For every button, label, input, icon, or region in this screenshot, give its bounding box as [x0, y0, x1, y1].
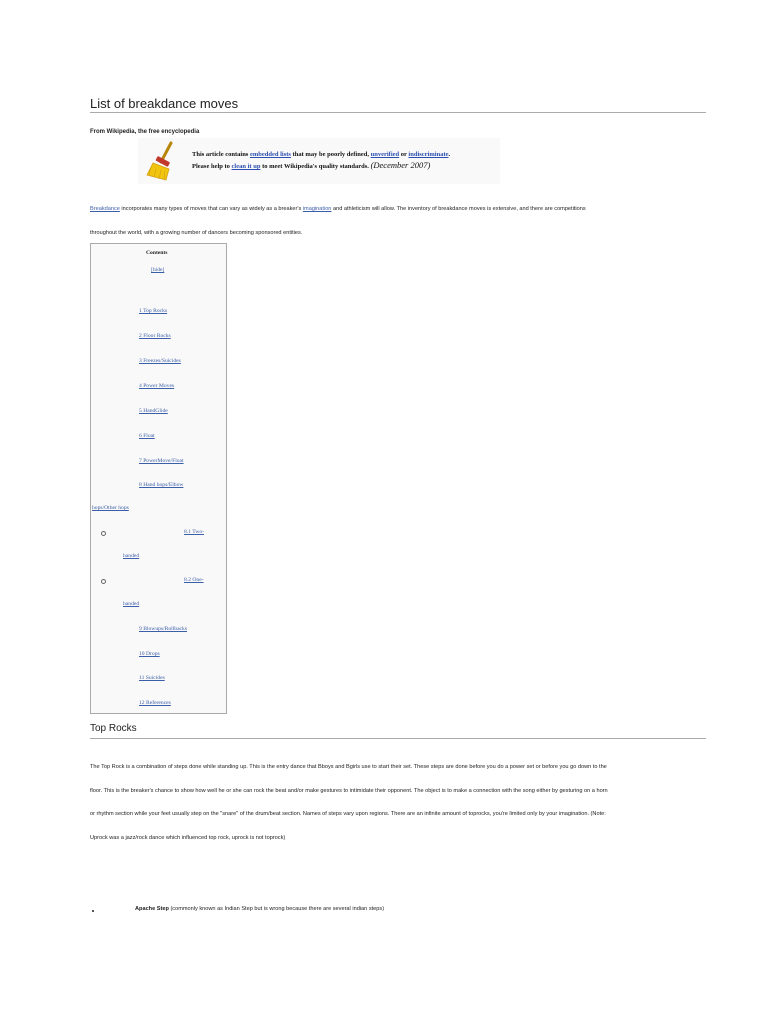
toc-item-blowups[interactable]: 9 Blowups/Rollbacks	[139, 626, 188, 632]
notice-date: (December 2007)	[370, 160, 431, 170]
toc-hide-link[interactable]: [hide]	[151, 267, 165, 273]
clean-it-up-link[interactable]: clean it up	[231, 163, 261, 170]
cleanup-message	[192, 150, 450, 172]
toc-item-two-handed-cont[interactable]: handed	[123, 553, 140, 559]
section-divider	[90, 738, 706, 739]
notice-text: .	[448, 151, 451, 158]
cleanup-line-2	[192, 160, 450, 172]
list-item-term: Apache Step	[135, 906, 169, 912]
list-item-description: (commonly known as Indian Step but is wrong because there are several indian steps)	[168, 906, 385, 912]
notice-text: This article contains	[192, 151, 250, 158]
table-of-contents	[90, 243, 227, 714]
list-bullet	[92, 910, 94, 912]
section-line-4: Uprock was a jazz/rock dance which influenced top rock, uprock is not toprock)	[90, 835, 286, 841]
imagination-link[interactable]: imagination	[302, 206, 332, 212]
embedded-lists-link[interactable]: embedded lists	[249, 151, 291, 158]
toc-item-suicides[interactable]: 11 Suicides	[139, 675, 165, 681]
intro-line-1	[90, 206, 586, 212]
notice-text: to meet Wikipedia's quality standards.	[260, 163, 371, 170]
toc-item-hand-hops-cont[interactable]: hops/Other hops	[92, 505, 129, 511]
toc-item-references[interactable]: 12 References	[139, 700, 171, 706]
notice-text: that may be poorly defined,	[290, 151, 371, 158]
notice-text: Please help to	[192, 163, 232, 170]
toc-item-handglide[interactable]: 5 HandGlide	[139, 408, 168, 414]
section-line-2: floor. This is the breaker's chance to show how well he or she can rock the beat and/or make gestures to intimidate their opponent. The object is to make a connection with the song either by gesturing on a horn	[90, 788, 608, 794]
section-line-1: The Top Rock is a combination of steps done while standing up. This is the entry dance that Bboys and Bgirls use to start their set. These steps are done before you do a power set or before you go down to the	[90, 764, 607, 770]
toc-item-powermove-float[interactable]: 7 PowerMove/Float	[139, 458, 184, 464]
toc-item-float[interactable]: 6 Float	[139, 433, 155, 439]
toc-item-one-handed[interactable]: 8.2 One-	[184, 577, 204, 583]
toc-item-one-handed-cont[interactable]: handed	[123, 601, 140, 607]
toc-item-two-handed[interactable]: 8.1 Two-	[184, 529, 205, 535]
toc-item-floor-rocks[interactable]: 2 Floor Rocks	[139, 333, 171, 339]
breakdance-link[interactable]: Breakdance	[90, 206, 120, 212]
toc-item-hand-hops[interactable]: 8 Hand hops/Elbow	[139, 482, 184, 488]
notice-text: or	[399, 151, 409, 158]
page-subtitle: From Wikipedia, the free encyclopedia	[90, 129, 200, 135]
list-item	[135, 906, 384, 912]
toc-item-drops[interactable]: 10 Drops	[139, 651, 160, 657]
toc-item-top-rocks[interactable]: 1 Top Rocks	[139, 308, 168, 314]
page-title: List of breakdance moves	[90, 96, 239, 111]
section-heading-top-rocks: Top Rocks	[90, 723, 137, 734]
cleanup-notice	[138, 138, 500, 184]
intro-text: and athleticism will allow. The inventory of breakdance moves is extensive, and there are competitions	[331, 206, 586, 212]
toc-sub-bullet	[101, 531, 106, 536]
toc-heading: Contents	[146, 250, 168, 256]
toc-item-freezes-suicides[interactable]: 3 Freezes/Suicides	[139, 358, 181, 364]
cleanup-line-1	[192, 150, 450, 160]
unverified-link[interactable]: unverified	[370, 151, 400, 158]
intro-text: incorporates many types of moves that can vary as widely as a breaker's	[119, 206, 303, 212]
toc-item-power-moves[interactable]: 4 Power Moves	[139, 383, 175, 389]
intro-line-2: throughout the world, with a growing number of dancers becoming sponsored entities.	[90, 230, 303, 236]
title-divider	[90, 112, 706, 113]
broom-icon	[144, 140, 184, 182]
section-line-3: or rhythm section while your feet usually step on the "snare" of the drum/beat section. Names of steps vary upon regions. There are an infinite amount of toprocks, you're limited only by your imagination. (Note:	[90, 811, 606, 817]
toc-sub-bullet	[101, 579, 106, 584]
indiscriminate-link[interactable]: indiscriminate	[408, 151, 449, 158]
